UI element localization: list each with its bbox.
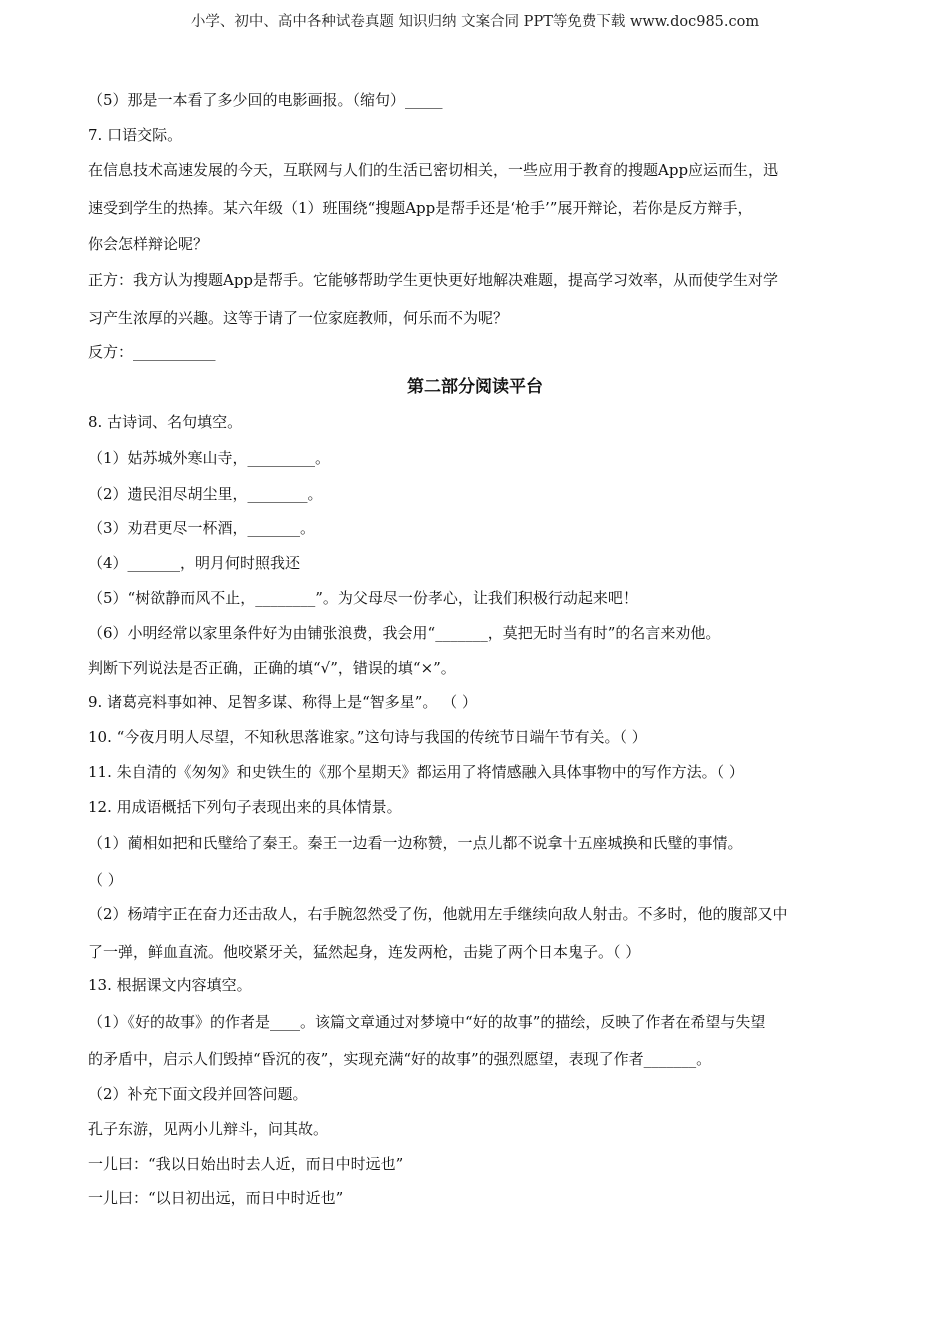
q7-para-line-3: 你会怎样辩论呢？ bbox=[88, 235, 209, 253]
q7-pro-line-2: 习产生浓厚的兴趣。这等于请了一位家庭教师，何乐而不为呢？ bbox=[88, 309, 509, 327]
q8-item-4: （4）_______，明月何时照我还 bbox=[88, 554, 301, 572]
q10-line: 10. “今夜月明人尽望，不知秋思落谁家。”这句诗与我国的传统节日端午节有关。（ ） bbox=[88, 728, 647, 746]
q6-5-line: （5）那是一本看了多少回的电影画报。（缩句）_____ bbox=[88, 91, 443, 109]
q7-title: 7. 口语交际。 bbox=[88, 126, 183, 144]
q12-item-1-answer: （ ） bbox=[88, 871, 123, 889]
judge-instructions: 判断下列说法是否正确，正确的填“√”，错误的填“×”。 bbox=[88, 659, 456, 677]
passage-line-2: 一儿曰：“我以日始出时去人近，而日中时远也” bbox=[88, 1155, 404, 1173]
q8-item-6: （6）小明经常以家里条件好为由铺张浪费，我会用“_______，莫把无时当有时”的名言来劝他。 bbox=[88, 624, 721, 642]
q8-item-2: （2）遗民泪尽胡尘里，________。 bbox=[88, 485, 323, 503]
q12-title: 12. 用成语概括下列句子表现出来的具体情景。 bbox=[88, 798, 402, 816]
passage-line-1: 孔子东游，见两小儿辩斗，问其故。 bbox=[88, 1120, 329, 1138]
q12-item-2-line-2: 了一弹，鲜血直流。他咬紧牙关，猛然起身，连发两枪，击毙了两个日本鬼子。（ ） bbox=[88, 943, 641, 961]
q7-para-line-2: 速受到学生的热捧。某六年级（1）班围绕“搜题App是帮手还是‘枪手’”展开辩论，若你是反方辩手， bbox=[88, 199, 753, 217]
q7-pro-line-1: 正方：我方认为搜题App是帮手。它能够帮助学生更快更好地解决难题，提高学习效率，从而使学生对学 bbox=[88, 271, 779, 289]
q8-item-3: （3）劝君更尽一杯酒，_______。 bbox=[88, 519, 316, 537]
q7-para-line-1: 在信息技术高速发展的今天，互联网与人们的生活已密切相关，一些应用于教育的搜题App应运而生，迅 bbox=[88, 161, 779, 179]
q13-item-1-line-1: （1）《好的故事》的作者是____。该篇文章通过对梦境中“好的故事”的描绘，反映了作者在希望与失望 bbox=[88, 1013, 766, 1031]
q8-item-5: （5）“树欲静而风不止，________”。为父母尽一份孝心，让我们积极行动起来吧！ bbox=[88, 589, 638, 607]
q8-title: 8. 古诗词、名句填空。 bbox=[88, 413, 243, 431]
q13-title: 13. 根据课文内容填空。 bbox=[88, 976, 252, 994]
q8-item-1: （1）姑苏城外寒山寺，_________。 bbox=[88, 449, 331, 467]
q12-item-2-line-1: （2）杨靖宇正在奋力还击敌人，右手腕忽然受了伤，他就用左手继续向敌人射击。不多时，他的腹部又中 bbox=[88, 905, 788, 923]
passage-line-3: 一儿曰：“以日初出远，而日中时近也” bbox=[88, 1189, 344, 1207]
q12-item-1: （1）蔺相如把和氏璧给了秦王。秦王一边看一边称赞，一点儿都不说拿十五座城换和氏璧的事情。 bbox=[88, 834, 743, 852]
q13-item-2: （2）补充下面文段并回答问题。 bbox=[88, 1085, 308, 1103]
q11-line: 11. 朱自清的《匆匆》和史铁生的《那个星期天》都运用了将情感融入具体事物中的写作方法。（ ） bbox=[88, 763, 744, 781]
q7-con-line: 反方：___________ bbox=[88, 343, 216, 361]
section-title: 第二部分阅读平台 bbox=[407, 377, 543, 397]
q13-item-1-line-2: 的矛盾中，启示人们毁掉“昏沉的夜”，实现充满“好的故事”的强烈愿望，表现了作者_______。 bbox=[88, 1050, 712, 1068]
page-header: 小学、初中、高中各种试卷真题 知识归纳 文案合同 PPT等免费下载 www.doc985.com bbox=[190, 14, 760, 30]
q9-line: 9. 诸葛亮料事如神、足智多谋、称得上是“智多星”。 （ ） bbox=[88, 693, 477, 711]
